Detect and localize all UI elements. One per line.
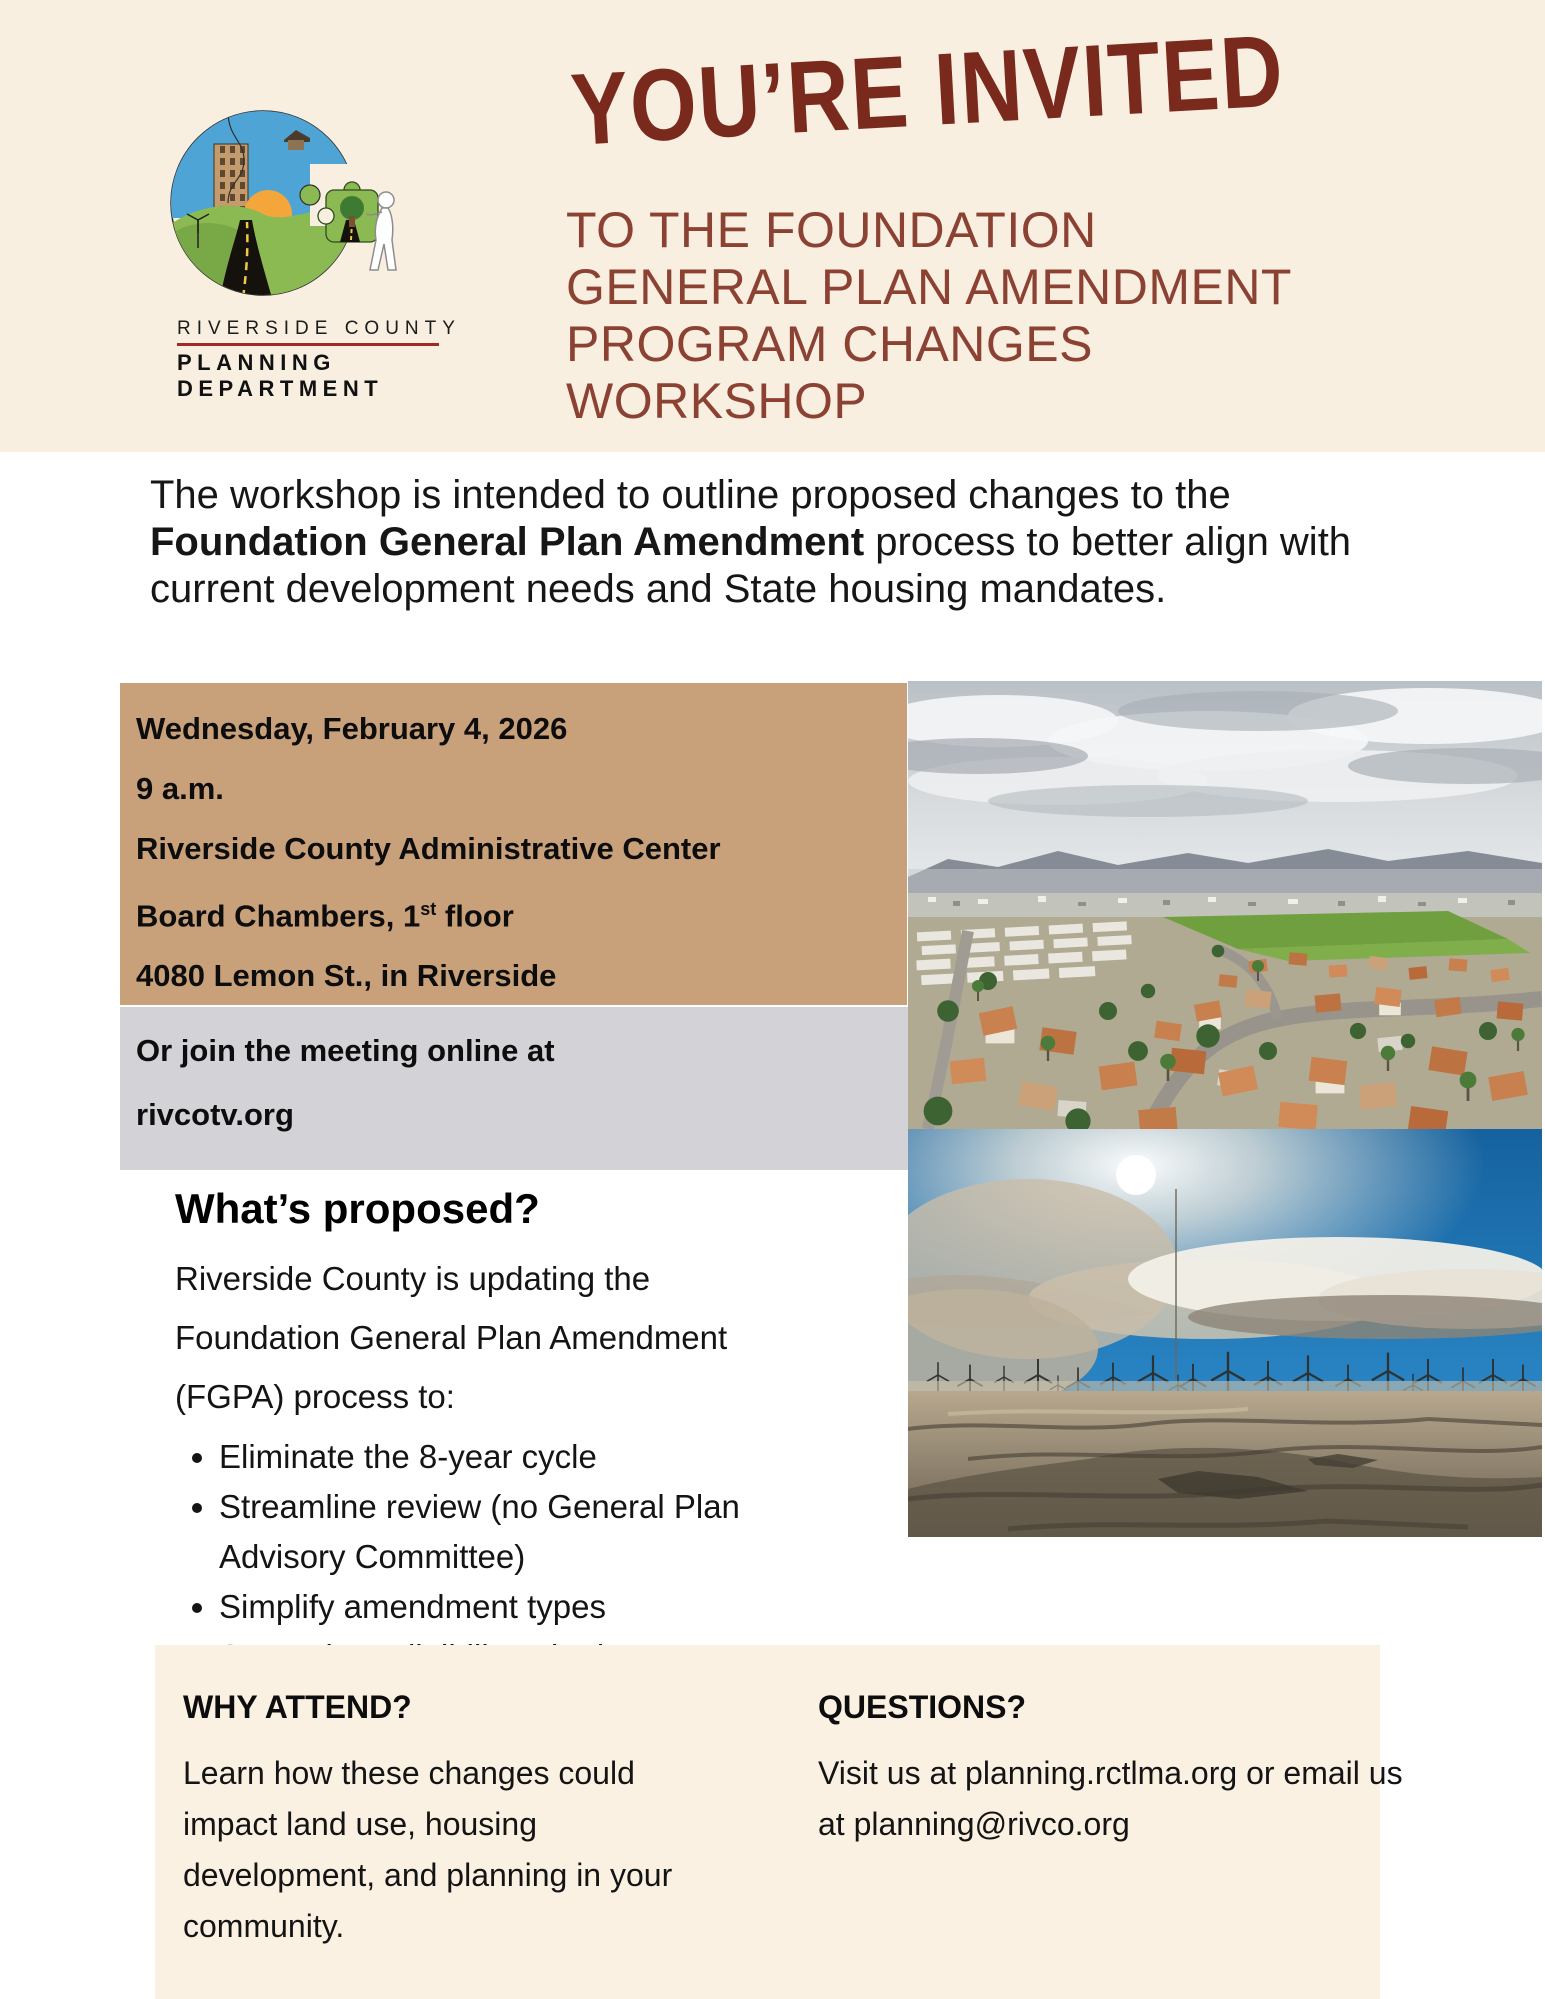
proposed-bullet: • Streamline review (no General Plan Advisory Committee) xyxy=(219,1482,779,1582)
intro-bold-phrase: Foundation General Plan Amendment xyxy=(150,520,865,564)
questions-heading: QUESTIONS? xyxy=(818,1689,1027,1725)
puzzle-globe-icon xyxy=(168,108,403,308)
why-attend-heading: WHY ATTEND? xyxy=(183,1689,412,1725)
proposed-bullet: • Simplify amendment types xyxy=(219,1582,779,1632)
why-attend-body: Learn how these changes could impact land use, housing development, and planning in your community. xyxy=(183,1755,673,1944)
questions-column xyxy=(818,1689,1403,1850)
logo-wordmark xyxy=(177,318,517,402)
event-address: 4080 Lemon St., in Riverside xyxy=(136,958,557,994)
windfarm-dust-storm-photo xyxy=(908,1129,1542,1537)
subtitle-line: GENERAL PLAN AMENDMENT xyxy=(566,259,1292,315)
intro-text: process to better align with current development needs and State housing mandates. xyxy=(150,520,1352,611)
intro-paragraph xyxy=(150,472,1415,613)
event-time: 9 a.m. xyxy=(136,771,224,806)
headline: YOU’RE INVITED xyxy=(568,13,1288,167)
aerial-neighborhood-photo xyxy=(908,681,1542,1129)
event-date: Wednesday, February 4, 2026 xyxy=(136,711,568,746)
event-room: Board Chambers, 1st floor xyxy=(136,898,514,934)
whats-proposed-heading: What’s proposed? xyxy=(175,1185,540,1232)
intro-text: The workshop is intended to outline proposed changes to the xyxy=(150,473,1231,517)
questions-body: Visit us at planning.rctlma.org or email us at planning@rivco.org xyxy=(818,1755,1403,1842)
event-venue: Riverside County Administrative Center xyxy=(136,831,721,866)
aerial-neighborhood-illustration xyxy=(908,681,1542,1129)
whats-proposed-intro: Riverside County is updating the Foundation General Plan Amendment (FGPA) process to: xyxy=(175,1260,728,1415)
footer-info-box xyxy=(155,1645,1403,1999)
subtitle-line: TO THE FOUNDATION xyxy=(566,202,1097,258)
planning-department-logo xyxy=(168,108,403,313)
logo-org-name: RIVERSIDE COUNTY xyxy=(177,318,461,339)
online-meeting-box xyxy=(120,1007,908,1170)
proposed-bullet: • Eliminate the 8-year cycle xyxy=(219,1432,779,1482)
subtitle-line: WORKSHOP xyxy=(566,373,868,429)
logo-rule xyxy=(177,343,439,346)
online-meeting-text: Or join the meeting online at xyxy=(136,1033,555,1068)
subtitle-line: PROGRAM CHANGES xyxy=(566,316,1094,372)
windfarm-dust-storm-illustration xyxy=(908,1129,1542,1537)
event-details-box xyxy=(120,683,907,1005)
logo-dept-name: PLANNING DEPARTMENT xyxy=(177,350,384,401)
why-attend-column xyxy=(183,1689,728,1952)
workshop-subtitle xyxy=(566,202,1292,430)
whats-proposed-section xyxy=(175,1185,815,1682)
online-meeting-url: rivcotv.org xyxy=(136,1097,294,1132)
ordinal-suffix: st xyxy=(420,899,437,919)
